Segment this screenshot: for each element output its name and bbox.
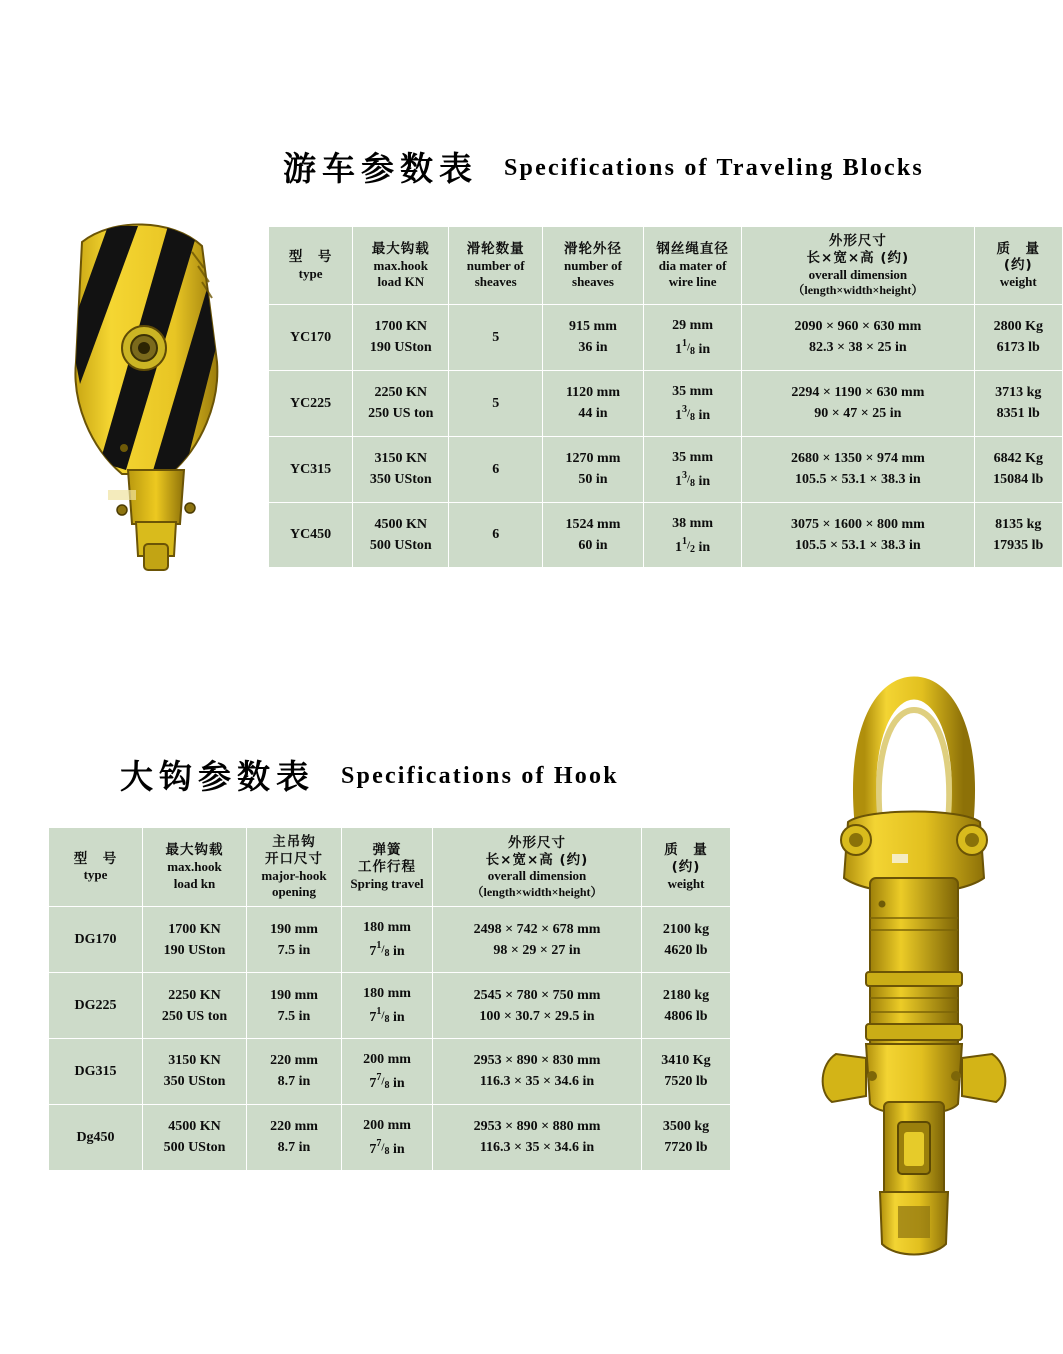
- cell-weight: 3410 Kg 7520 lb: [642, 1038, 731, 1104]
- cell-sheaves: 5: [449, 370, 543, 436]
- cell-weight: 2800 Kg 6173 lb: [974, 305, 1062, 371]
- cell-dimension: 2953 × 890 × 830 mm 116.3 × 35 × 34.6 in: [433, 1038, 642, 1104]
- cell-dimension: 2545 × 780 × 750 mm 100 × 30.7 × 29.5 in: [433, 973, 642, 1039]
- cell-spring-travel: 200 mm $7^7/_8$ in: [342, 1038, 433, 1104]
- cell-spring-travel: 200 mm $7^7/_8$ in: [342, 1104, 433, 1170]
- traveling-block-photo: [52, 212, 242, 602]
- table-row: [269, 370, 1063, 436]
- cell-dimension: 2953 × 890 × 880 mm 116.3 × 35 × 34.6 in: [433, 1104, 642, 1170]
- cell-sheaves: 6: [449, 436, 543, 502]
- header-sheave-diameter: 滑轮外径 number of sheaves: [542, 227, 643, 305]
- cell-type: YC225: [269, 370, 353, 436]
- traveling-blocks-title-cn: 游车参数表: [283, 149, 478, 188]
- header-overall-dimension: 外形尺寸 长×宽×高 (约) overall dimension （length×width×height）: [433, 828, 642, 907]
- table-row: [269, 305, 1063, 371]
- cell-dimension: 3075 × 1600 × 800 mm 105.5 × 53.1 × 38.3 in: [742, 502, 974, 568]
- cell-spring-travel: 180 mm $7^1/_8$ in: [342, 973, 433, 1039]
- cell-opening: 190 mm 7.5 in: [247, 973, 342, 1039]
- cell-opening: 220 mm 8.7 in: [247, 1104, 342, 1170]
- cell-load: 4500 KN 500 USton: [143, 1104, 247, 1170]
- cell-type: DG170: [49, 907, 143, 973]
- cell-load: 2250 KN 250 US ton: [353, 370, 449, 436]
- cell-line-dia: 35 mm $1^3/_8$ in: [643, 436, 741, 502]
- cell-dimension: 2680 × 1350 × 974 mm 105.5 × 53.1 × 38.3 in: [742, 436, 974, 502]
- table-row: [49, 973, 731, 1039]
- table-row: [49, 1038, 731, 1104]
- cell-sheave-dia: 1270 mm 50 in: [542, 436, 643, 502]
- cell-weight: 3500 kg 7720 lb: [642, 1104, 731, 1170]
- cell-dimension: 2294 × 1190 × 630 mm 90 × 47 × 25 in: [742, 370, 974, 436]
- hook-title-en: Specifications of Hook: [341, 763, 619, 789]
- cell-type: DG225: [49, 973, 143, 1039]
- table-row: [269, 436, 1063, 502]
- hook-photo: [806, 672, 1021, 1272]
- table-header-row: [269, 227, 1063, 305]
- cell-load: 2250 KN 250 US ton: [143, 973, 247, 1039]
- cell-spring-travel: 180 mm $7^1/_8$ in: [342, 907, 433, 973]
- cell-load: 3150 KN 350 USton: [143, 1038, 247, 1104]
- table-row: [49, 1104, 731, 1170]
- traveling-blocks-title: [283, 149, 924, 188]
- cell-load: 3150 KN 350 USton: [353, 436, 449, 502]
- cell-weight: 6842 Kg 15084 lb: [974, 436, 1062, 502]
- table-row: [269, 502, 1063, 568]
- header-weight: 质 量 (约) weight: [642, 828, 731, 907]
- header-spring-travel: 弹簧 工作行程 Spring travel: [342, 828, 433, 907]
- hook-table: [48, 827, 731, 1171]
- cell-type: YC315: [269, 436, 353, 502]
- cell-line-dia: 38 mm $1^1/_2$ in: [643, 502, 741, 568]
- header-wire-line-diameter: 钢丝绳直径 dia mater of wire line: [643, 227, 741, 305]
- cell-sheave-dia: 915 mm 36 in: [542, 305, 643, 371]
- cell-sheaves: 6: [449, 502, 543, 568]
- cell-type: YC170: [269, 305, 353, 371]
- cell-type: Dg450: [49, 1104, 143, 1170]
- header-type: 型 号 type: [49, 828, 143, 907]
- cell-opening: 190 mm 7.5 in: [247, 907, 342, 973]
- cell-weight: 2180 kg 4806 lb: [642, 973, 731, 1039]
- cell-type: DG315: [49, 1038, 143, 1104]
- cell-weight: 3713 kg 8351 lb: [974, 370, 1062, 436]
- header-weight: 质 量 (约) weight: [974, 227, 1062, 305]
- cell-dimension: 2498 × 742 × 678 mm 98 × 29 × 27 in: [433, 907, 642, 973]
- cell-line-dia: 35 mm $1^3/_8$ in: [643, 370, 741, 436]
- traveling-blocks-table: [268, 226, 1063, 568]
- cell-weight: 8135 kg 17935 lb: [974, 502, 1062, 568]
- cell-line-dia: 29 mm $1^1/_8$ in: [643, 305, 741, 371]
- cell-load: 4500 KN 500 USton: [353, 502, 449, 568]
- cell-sheave-dia: 1524 mm 60 in: [542, 502, 643, 568]
- cell-sheave-dia: 1120 mm 44 in: [542, 370, 643, 436]
- table-header-row: [49, 828, 731, 907]
- header-major-hook-opening: 主吊钩 开口尺寸 major-hook opening: [247, 828, 342, 907]
- header-number-of-sheaves: 滑轮数量 number of sheaves: [449, 227, 543, 305]
- cell-dimension: 2090 × 960 × 630 mm 82.3 × 38 × 25 in: [742, 305, 974, 371]
- cell-weight: 2100 kg 4620 lb: [642, 907, 731, 973]
- header-type: 型 号 type: [269, 227, 353, 305]
- header-overall-dimension: 外形尺寸 长×宽×高 (约) overall dimension （length×width×height）: [742, 227, 974, 305]
- header-max-hook-load: 最大钩载 max.hook load KN: [353, 227, 449, 305]
- table-row: [49, 907, 731, 973]
- cell-load: 1700 KN 190 USton: [143, 907, 247, 973]
- cell-type: YC450: [269, 502, 353, 568]
- cell-opening: 220 mm 8.7 in: [247, 1038, 342, 1104]
- cell-sheaves: 5: [449, 305, 543, 371]
- traveling-blocks-title-en: Specifications of Traveling Blocks: [504, 155, 924, 181]
- hook-title-cn: 大钩参数表: [120, 757, 315, 796]
- hook-title: [120, 757, 619, 796]
- cell-load: 1700 KN 190 USton: [353, 305, 449, 371]
- header-max-hook-load: 最大钩载 max.hook load kn: [143, 828, 247, 907]
